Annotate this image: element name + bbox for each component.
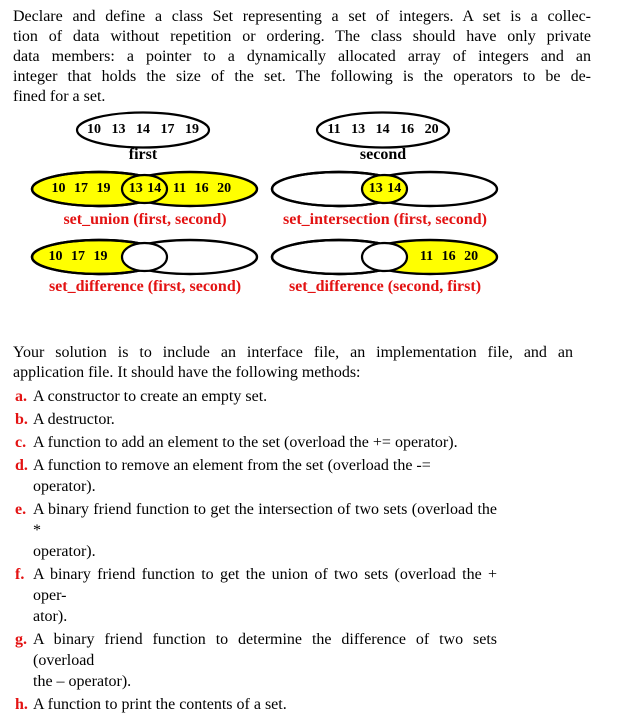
ellipse-shape [122, 243, 167, 271]
solution-paragraph [13, 343, 573, 383]
set-values: 10 17 19 [48, 249, 108, 264]
text-line: Declare and define a class Set representing a set of integers. A set is a collec- [13, 8, 591, 25]
list-item [15, 564, 505, 627]
text-line: A function to remove an element from the set (overload the -= operator). [33, 457, 431, 495]
text-line: integer that holds the size of the set. The following is the operators to be de- [13, 68, 591, 85]
text-line: A constructor to create an empty set. [33, 388, 268, 405]
text-line: ator). [33, 608, 68, 625]
set-values: 11 16 20 [172, 181, 232, 196]
diagram-label: second [359, 146, 407, 163]
text-line: A function to print the contents of a set. [33, 696, 287, 713]
diagram-label: set_difference (first, second) [48, 278, 242, 295]
set-values: 13 14 [368, 181, 402, 196]
text-line: fined for a set. [13, 88, 106, 105]
list-item [15, 386, 505, 407]
intro-paragraph [13, 7, 591, 107]
diagram-label: first [128, 146, 158, 163]
text-line: application file. It should have the following methods: [13, 364, 361, 381]
list-item [15, 629, 505, 692]
text-line: Your solution is to include an interface file, an implementation file, and an [13, 344, 573, 361]
text-line: A function to add an element to the set (overload the += operator). [33, 434, 458, 451]
set-values: 10 17 19 [51, 181, 111, 196]
list-item [15, 409, 505, 430]
list-item [15, 694, 505, 715]
list-item-letter: h. [15, 696, 28, 713]
list-item-letter: c. [15, 434, 27, 451]
list-item-letter: g. [15, 631, 27, 648]
text-line: data members: a pointer to a dynamically allocated array of integers and an [13, 48, 591, 65]
ellipse-shape [362, 243, 407, 271]
set-values: 13 14 [128, 181, 162, 196]
text-line: A binary friend function to determine the difference of two sets (overload [33, 631, 497, 669]
list-item-letter: f. [15, 566, 25, 583]
set-values: 11 13 14 16 20 [327, 122, 439, 137]
list-item-letter: d. [15, 457, 28, 474]
list-item [15, 455, 505, 497]
text-line: tion of data without repetition or ordering. The class should have only private [13, 28, 591, 45]
diagram-label: set_union (first, second) [63, 211, 227, 228]
text-line: operator). [33, 543, 96, 560]
diagram-label: set_difference (second, first) [288, 278, 482, 295]
methods-list [15, 386, 505, 717]
text-line: the – operator). [33, 673, 132, 690]
list-item [15, 499, 505, 562]
list-item-letter: a. [15, 388, 27, 405]
list-item [15, 432, 505, 453]
list-item-letter: e. [15, 501, 27, 518]
diagram-label: set_intersection (first, second) [283, 211, 487, 228]
text-line: A binary friend function to get the union of two sets (overload the + oper- [33, 566, 497, 604]
text-line: A binary friend function to get the intersection of two sets (overload the * [33, 501, 497, 539]
set-values: 10 13 14 17 19 [87, 122, 199, 137]
list-item-letter: b. [15, 411, 28, 428]
set-values: 11 16 20 [419, 249, 479, 264]
text-line: A destructor. [33, 411, 115, 428]
